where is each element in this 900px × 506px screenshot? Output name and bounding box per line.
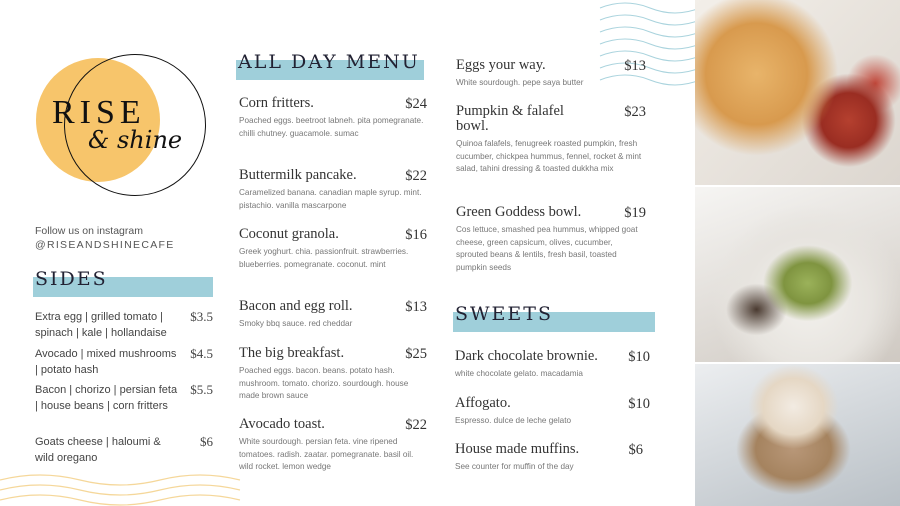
item-desc: Poached eggs. bacon. beans. potato hash. mushroom. tomato. chorizo. sourdough. house made brown sauce <box>239 366 409 400</box>
logo-shine: & shine <box>88 126 183 154</box>
logo-rise: RISE <box>52 94 146 131</box>
side-price: $6 <box>200 434 213 449</box>
item-price: $24 <box>405 96 427 112</box>
side-price: $4.5 <box>190 346 213 361</box>
side-item <box>35 309 213 341</box>
item-name: Dark chocolate brownie. <box>455 348 598 364</box>
menu-item <box>455 442 643 474</box>
side-item <box>35 346 213 378</box>
item-price: $19 <box>624 205 646 221</box>
side-name: Avocado | mixed mushrooms | potato hash <box>35 348 177 376</box>
pancakes-figs-photo <box>695 0 900 185</box>
item-name: Green Goddess bowl. <box>456 204 582 220</box>
menu-item <box>456 205 646 274</box>
item-name: Buttermilk pancake. <box>239 167 357 183</box>
sweets-title: SWEETS <box>455 303 553 325</box>
item-desc: Smoky bbq sauce. red cheddar <box>239 319 353 328</box>
menu-item <box>239 299 427 331</box>
side-item <box>35 382 213 414</box>
coffee-photo <box>695 364 900 506</box>
item-name: Pumpkin & falafel bowl. <box>456 103 564 134</box>
item-desc: white chocolate gelato. macadamia <box>455 369 583 378</box>
item-price: $13 <box>624 58 646 74</box>
side-item <box>35 434 213 466</box>
menu-item <box>456 104 646 176</box>
instagram-label: Follow us on instagram <box>35 225 143 237</box>
item-price: $22 <box>405 168 427 184</box>
item-name: Affogato. <box>455 395 511 411</box>
side-price: $5.5 <box>190 382 213 397</box>
item-name: Coconut granola. <box>239 226 339 242</box>
wave-lines-decoration <box>0 468 260 506</box>
all-day-menu-header <box>236 51 424 80</box>
menu-item <box>455 349 650 381</box>
item-name: Corn fritters. <box>239 95 314 111</box>
menu-item <box>239 168 427 212</box>
item-price: $10 <box>628 396 650 412</box>
item-price: $13 <box>405 299 427 315</box>
item-desc: Espresso. dulce de leche gelato <box>455 416 572 425</box>
side-name: Goats cheese | haloumi & wild oregano <box>35 436 161 464</box>
side-price: $3.5 <box>190 309 213 324</box>
item-name: House made muffins. <box>455 441 580 457</box>
item-desc: Poached eggs. beetroot labneh. pita pomegranate. chilli chutney. guacamole. sumac <box>239 116 424 138</box>
item-price: $10 <box>628 349 650 365</box>
menu-item <box>456 58 646 90</box>
side-name: Bacon | chorizo | persian feta | house beans | corn fritters <box>35 384 178 412</box>
item-price: $16 <box>405 227 427 243</box>
item-price: $6 <box>628 442 643 458</box>
avocado-toast-photo <box>695 187 900 362</box>
sides-title: SIDES <box>35 268 108 290</box>
item-desc: Quinoa falafels, fenugreek roasted pumpkin, fresh cucumber, chickpea hummus, fennel, rocket & mint salad, tahini dressing & toasted dukkha mix <box>456 139 642 173</box>
all-day-menu-title: ALL DAY MENU <box>238 51 420 73</box>
menu-item <box>239 227 427 271</box>
item-name: Eggs your way. <box>456 57 546 73</box>
item-price: $22 <box>405 417 427 433</box>
item-price: $23 <box>624 104 646 120</box>
sweets-header <box>453 303 655 332</box>
item-desc: White sourdough. pepe saya butter <box>456 78 584 87</box>
item-desc: See counter for muffin of the day <box>455 462 574 471</box>
sides-header <box>33 268 213 297</box>
menu-item <box>239 346 427 403</box>
item-name: The big breakfast. <box>239 345 345 361</box>
item-price: $25 <box>405 346 427 362</box>
item-desc: White sourdough. persian feta. vine ripened tomatoes. radish. zaatar. pomegranate. basil oil. wild rocket. lemon wedge <box>239 437 414 471</box>
menu-item <box>239 96 427 140</box>
item-desc: Cos lettuce, smashed pea hummus, whipped goat cheese, green capsicum, olives, cucumber, sprouted beans & lentils, fresh basil, toasted pumpkin seeds <box>456 225 638 272</box>
side-name: Extra egg | grilled tomato | spinach | kale | hollandaise <box>35 311 167 339</box>
item-name: Avocado toast. <box>239 416 325 432</box>
item-desc: Caramelized banana. canadian maple syrup. mint. pistachio. vanilla mascarpone <box>239 188 422 210</box>
item-desc: Greek yoghurt. chia. passionfruit. strawberries. blueberries. pomegranate. coconut. mint <box>239 247 409 269</box>
menu-item <box>455 396 650 428</box>
logo <box>30 50 210 200</box>
instagram-handle[interactable]: @RISEANDSHINECAFE <box>35 239 175 251</box>
item-name: Bacon and egg roll. <box>239 298 353 314</box>
menu-item <box>239 417 427 474</box>
